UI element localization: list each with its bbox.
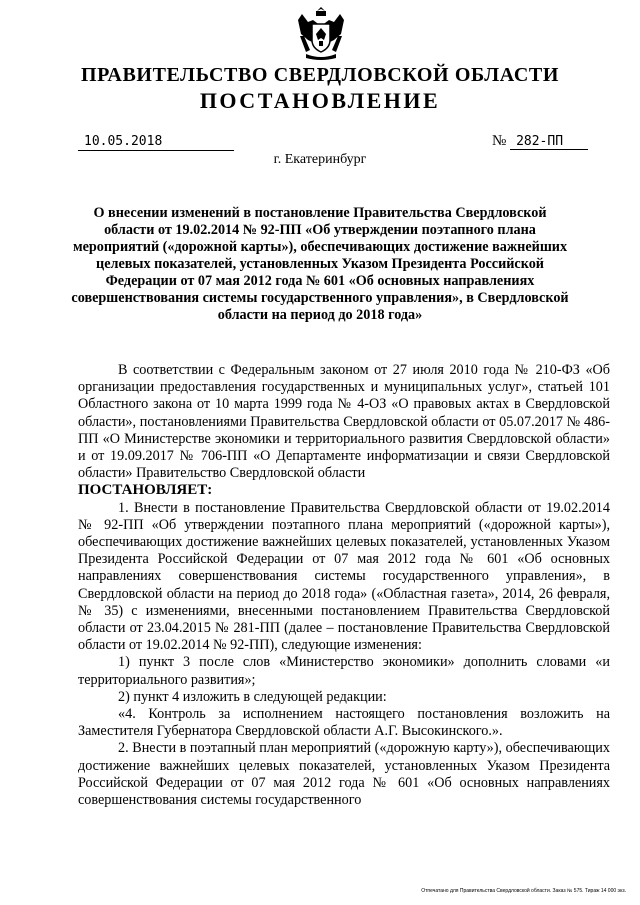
document-type: ПОСТАНОВЛЕНИЕ — [199, 88, 441, 113]
paragraph-2: 2. Внести в поэтапный план мероприятий («дорожную карту»), обеспечивающих достижение важнейших целевых показателей, установленных Указом Президента Российской Федерации от 07 мая 2012 года № 601 «Об основных направлениях совершенствования системы государственного — [78, 740, 610, 809]
document-body — [78, 362, 610, 809]
document-title: О внесении изменений в постановление Правительства Свердловской области от 19.02.2014 № 92-ПП «Об утверждении поэтапного плана мероприятий («дорожной карты»), обеспечивающих достижение важнейших целевых показателей, установленных Указом Президента Российской Федерации от 07 мая 2012 года № 601 «Об основных направлениях совершенствования системы государственного управления», в Свердловской области на период до 2018 года» — [71, 205, 569, 323]
subitem-1: 1) пункт 3 после слов «Министерство экономики» дополнить словами «и территориального развития»; — [78, 654, 610, 688]
number-value: 282-ПП — [510, 134, 588, 150]
subitem-2: 2) пункт 4 изложить в следующей редакции: — [118, 688, 387, 705]
number-sign: № — [492, 133, 507, 149]
city: г. Екатеринбург — [273, 152, 367, 167]
quoted-item-4: «4. Контроль за исполнением настоящего постановления возложить на Заместителя Губернатора Свердловской области А.Г. Высокинского.». — [78, 706, 610, 740]
decree-word: ПОСТАНОВЛЯЕТ: — [78, 482, 213, 499]
organization-name: ПРАВИТЕЛЬСТВО СВЕРДЛОВСКОЙ ОБЛАСТИ — [81, 64, 559, 86]
paragraph-1: 1. Внести в постановление Правительства Свердловской области от 19.02.2014 № 92-ПП «Об утверждении поэтапного плана мероприятий («дорожной карты»), обеспечивающих достижение важнейших целевых показателей, установленных Указом Президента Российской Федерации от 07 мая 2012 года № 601 «Об основных направлениях совершенствования системы государственного управления», в Свердловской области на период до 2018 года» («Областная газета», 2014, 26 февраля, № 35) с изменениями, внесенными постановлением Правительства Свердловской области от 23.04.2015 № 281-ПП (далее – постановление Правительства Свердловской области от 19.02.2014 № 92-ПП), следующие изменения: — [78, 499, 610, 654]
coat-of-arms-icon — [296, 4, 346, 62]
document-date: 10.05.2018 — [78, 134, 234, 151]
print-footer: Отпечатано для Правительства Свердловской области. Заказ № 575. Тираж 14 000 экз. — [421, 888, 626, 894]
preamble: В соответствии с Федеральным законом от 27 июля 2010 года № 210-ФЗ «Об организации предоставления государственных и муниципальных услуг», статьей 101 Областного закона от 10 марта 1999 года № 4-ОЗ «О правовых актах в Свердловской области», постановлениями Правительства Свердловской области от 05.07.2017 № 486-ПП «О Министерстве экономики и территориального развития Свердловской области» и от 19.09.2017 № 706-ПП «О Департаменте информатизации и связи Свердловской области» Правительство Свердловской области — [78, 362, 610, 482]
document-number — [492, 133, 588, 150]
